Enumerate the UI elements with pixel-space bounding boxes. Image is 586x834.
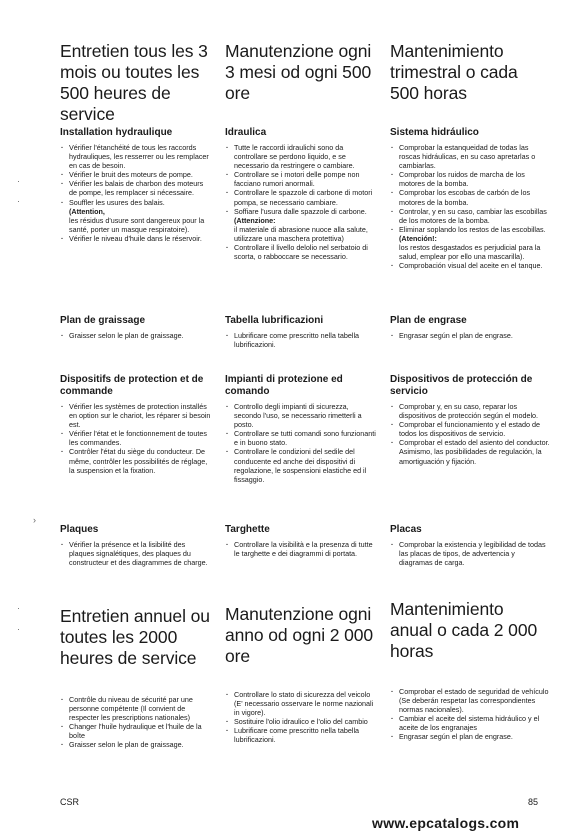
annual-block-it [225,690,377,745]
section-title-es-annual [390,599,550,662]
list-item: · Vérifier l'état et le fonctionnement de toutes les commandes. [60,429,212,447]
list-item: · Graisser selon le plan de graissage. [60,740,212,749]
list-item: · Controlar, y en su caso, cambiar las escobillas de los motores de la bomba. [390,207,550,225]
heading: Sistema hidráulico [390,127,479,138]
list-item: · Cambiar el aceite del sistema hidráulico y el aceite de los engranajes [390,714,550,732]
list-item: · Comprobar los ruidos de marcha de los motores de la bomba. [390,170,550,188]
hydraulics-block-it [225,127,377,261]
list-item: · Vérifier les systèmes de protection installés en option sur le chariot, les réparer si besoin est. [60,402,212,429]
list-item: · Lubrificare come prescritto nella tabella lubrificazioni. [225,726,377,744]
plates-block-es [390,524,550,567]
plates-block-it [225,524,377,558]
list-item: · Controllare se tutti comandi sono funzionanti e in buono stato. [225,429,377,447]
protection-block-it [225,374,377,484]
scan-mark: · [17,196,20,206]
list-item: · Soffiare l'usura dalle spazzole di carbone. [225,207,377,216]
section-title-fr-annual [60,606,212,669]
heading: Tabella lubrificazioni [225,315,324,326]
section-title-es-3-months [390,41,550,104]
item-list [225,143,377,216]
footer-model: CSR [60,797,80,807]
list-item: · Engrasar según el plan de engrase. [390,732,550,741]
list-item: · Tutte le raccordi idraulichi sono da controllare se perdono liquido, e se necessario da restringere o cambiare. [225,143,377,170]
list-item: · Controllare le condizioni del sedile del conducente ed anche dei dispositivi di regolazione, le sospensioni elastiche ed il fissaggio. [225,447,377,483]
list-item: · Souffler les usures des balais. [60,198,212,207]
list-item: · Engrasar según el plan de engrase. [390,331,550,340]
heading: Plan de graissage [60,315,146,326]
list-item: · Vérifier le niveau d'huile dans le réservoir. [60,234,212,243]
title-es: Mantenimiento trimestral o cada 500 horas [390,41,518,103]
scan-mark: · [17,176,20,186]
list-item: · Vérifier le bruit des moteurs de pompe. [60,170,212,179]
title-fr: Entretien annuel ou toutes les 2000 heures de service [60,606,210,668]
section-title-it-3-months [225,41,377,104]
list-item: · Vérifier l'étanchéité de tous les raccords hydrauliques, les resserrer ou les remplacer en cas de besoin. [60,143,212,170]
warning-text: los restos desgastados es perjudicial para la salud, emplear por ello una mascarilla). [399,243,541,262]
plates-block-fr [60,524,212,567]
warning-text: il materiale di abrasione nuoce alla salute, utilizzare una maschera protettiva) [234,224,368,243]
list-item: · Controllare la visibilità e la presenza di tutte le targhette e dei diagrammi di portata. [225,540,377,558]
list-item: · Controllare il livello delolio nel serbatoio di scorta, o rabboccare se necessario. [225,243,377,261]
heading: Plaques [60,524,99,535]
scan-mark: · [17,603,20,613]
list-item: · Graisser selon le plan de graissage. [60,331,212,340]
lubrication-block-fr [60,315,212,340]
protection-block-es [390,374,550,466]
list-item: · Contrôler l'état du siège du conducteur. De même, contrôler les possibilités de réglage, la suspension et la fixation. [60,447,212,474]
section-title-it-annual [225,604,377,667]
warning-text: les résidus d'usure sont dangereux pour la santé, porter un masque respiratoire). [69,215,205,234]
title-it: Manutenzione ogni anno od ogni 2 000 ore [225,604,374,666]
hydraulics-block-es [390,127,550,270]
annual-block-fr [60,695,212,750]
list-item: · Eliminar soplando los restos de las escobillas. [390,225,550,234]
hydraulics-block-fr [60,127,212,243]
list-item: · Comprobar el funcionamiento y el estado de todos los dispositivos de servicio. [390,420,550,438]
scan-mark: · [17,624,20,634]
title-fr: Entretien tous les 3 mois ou toutes les 500 heures de service [60,41,208,124]
warning-heading: (Attention, [69,206,105,216]
list-item: · Comprobar el estado del asiento del conductor. Asimismo, las posibilidades de regulación, la amortiguación y fijación. [390,438,550,465]
list-item: · Vérifier les balais de charbon des moteurs de pompe, les remplacer si nécessaire. [60,179,212,197]
item-list [390,143,550,234]
list-item: · Sostituire l'olio idraulico e l'olio del cambio [225,717,377,726]
list-item: · Comprobar la estanqueidad de todas las roscas hidráulicas, en su caso apretarlas o cambiarlas. [390,143,550,170]
title-es: Mantenimiento anual o cada 2 000 horas [390,599,538,661]
list-item: · Comprobación visual del aceite en el tanque. [390,261,550,270]
list-item: · Lubrificare come prescritto nella tabella lubrificazioni. [225,331,377,349]
item-list [60,143,212,207]
list-item: · Comprobar los escobas de carbón de los motores de la bomba. [390,188,550,206]
heading: Placas [390,524,422,535]
lubrication-block-it [225,315,377,349]
list-item: · Comprobar y, en su caso, reparar los dispositivos de protección según el modelo. [390,402,550,420]
heading: Impianti di protezione ed comando [225,374,343,397]
list-item: · Controllare se i motori delle pompe non facciano rumori anormali. [225,170,377,188]
lubrication-block-es [390,315,550,340]
watermark: www.epcatalogs.com [372,815,520,831]
list-item: · Comprobar la existencia y legibilidad de todas las placas de tipos, de advertencia y diagramas de carga. [390,540,550,567]
protection-block-fr [60,374,212,475]
warning-heading: (Attenzione: [234,215,276,225]
page-number: 85 [528,797,539,807]
heading: Targhette [225,524,270,535]
list-item: · Contrôle du niveau de sécurité par une personne compétente (Il convient de respecter les prescriptions nationales) [60,695,212,722]
heading: Dispositivos de protección de servicio [390,374,533,397]
annual-block-es [390,687,550,742]
heading: Plan de engrase [390,315,467,326]
warning-heading: (Atención!: [399,233,437,243]
list-item: · Controllare lo stato di sicurezza del veicolo (E' necessario osservare le norme nazionali in vigore). [225,690,377,717]
section-title-fr-3-months [60,41,212,125]
list-item: · Vérifier la présence et la lisibilité des plaques signalétiques, des plaques du constructeur et des diagrammes de charge. [60,540,212,567]
heading: Installation hydraulique [60,127,173,138]
list-item: · Comprobar el estado de seguridad de vehículo (Se deberán respetar las correspondientes normas nacionales). [390,687,550,714]
title-it: Manutenzione ogni 3 mesi od ogni 500 ore [225,41,372,103]
list-item: · Changer l'huile hydraulique et l'huile de la boîte [60,722,212,740]
heading: Idraulica [225,127,267,138]
heading: Dispositifs de protection et de commande [60,374,204,397]
list-item: · Controllare le spazzole di carbone di motori pompa, se necessario cambiare. [225,188,377,206]
scan-mark: › [33,515,36,525]
list-item: · Controllo degli impianti di sicurezza, secondo l'uso, se necessario rimetterli a posto. [225,402,377,429]
